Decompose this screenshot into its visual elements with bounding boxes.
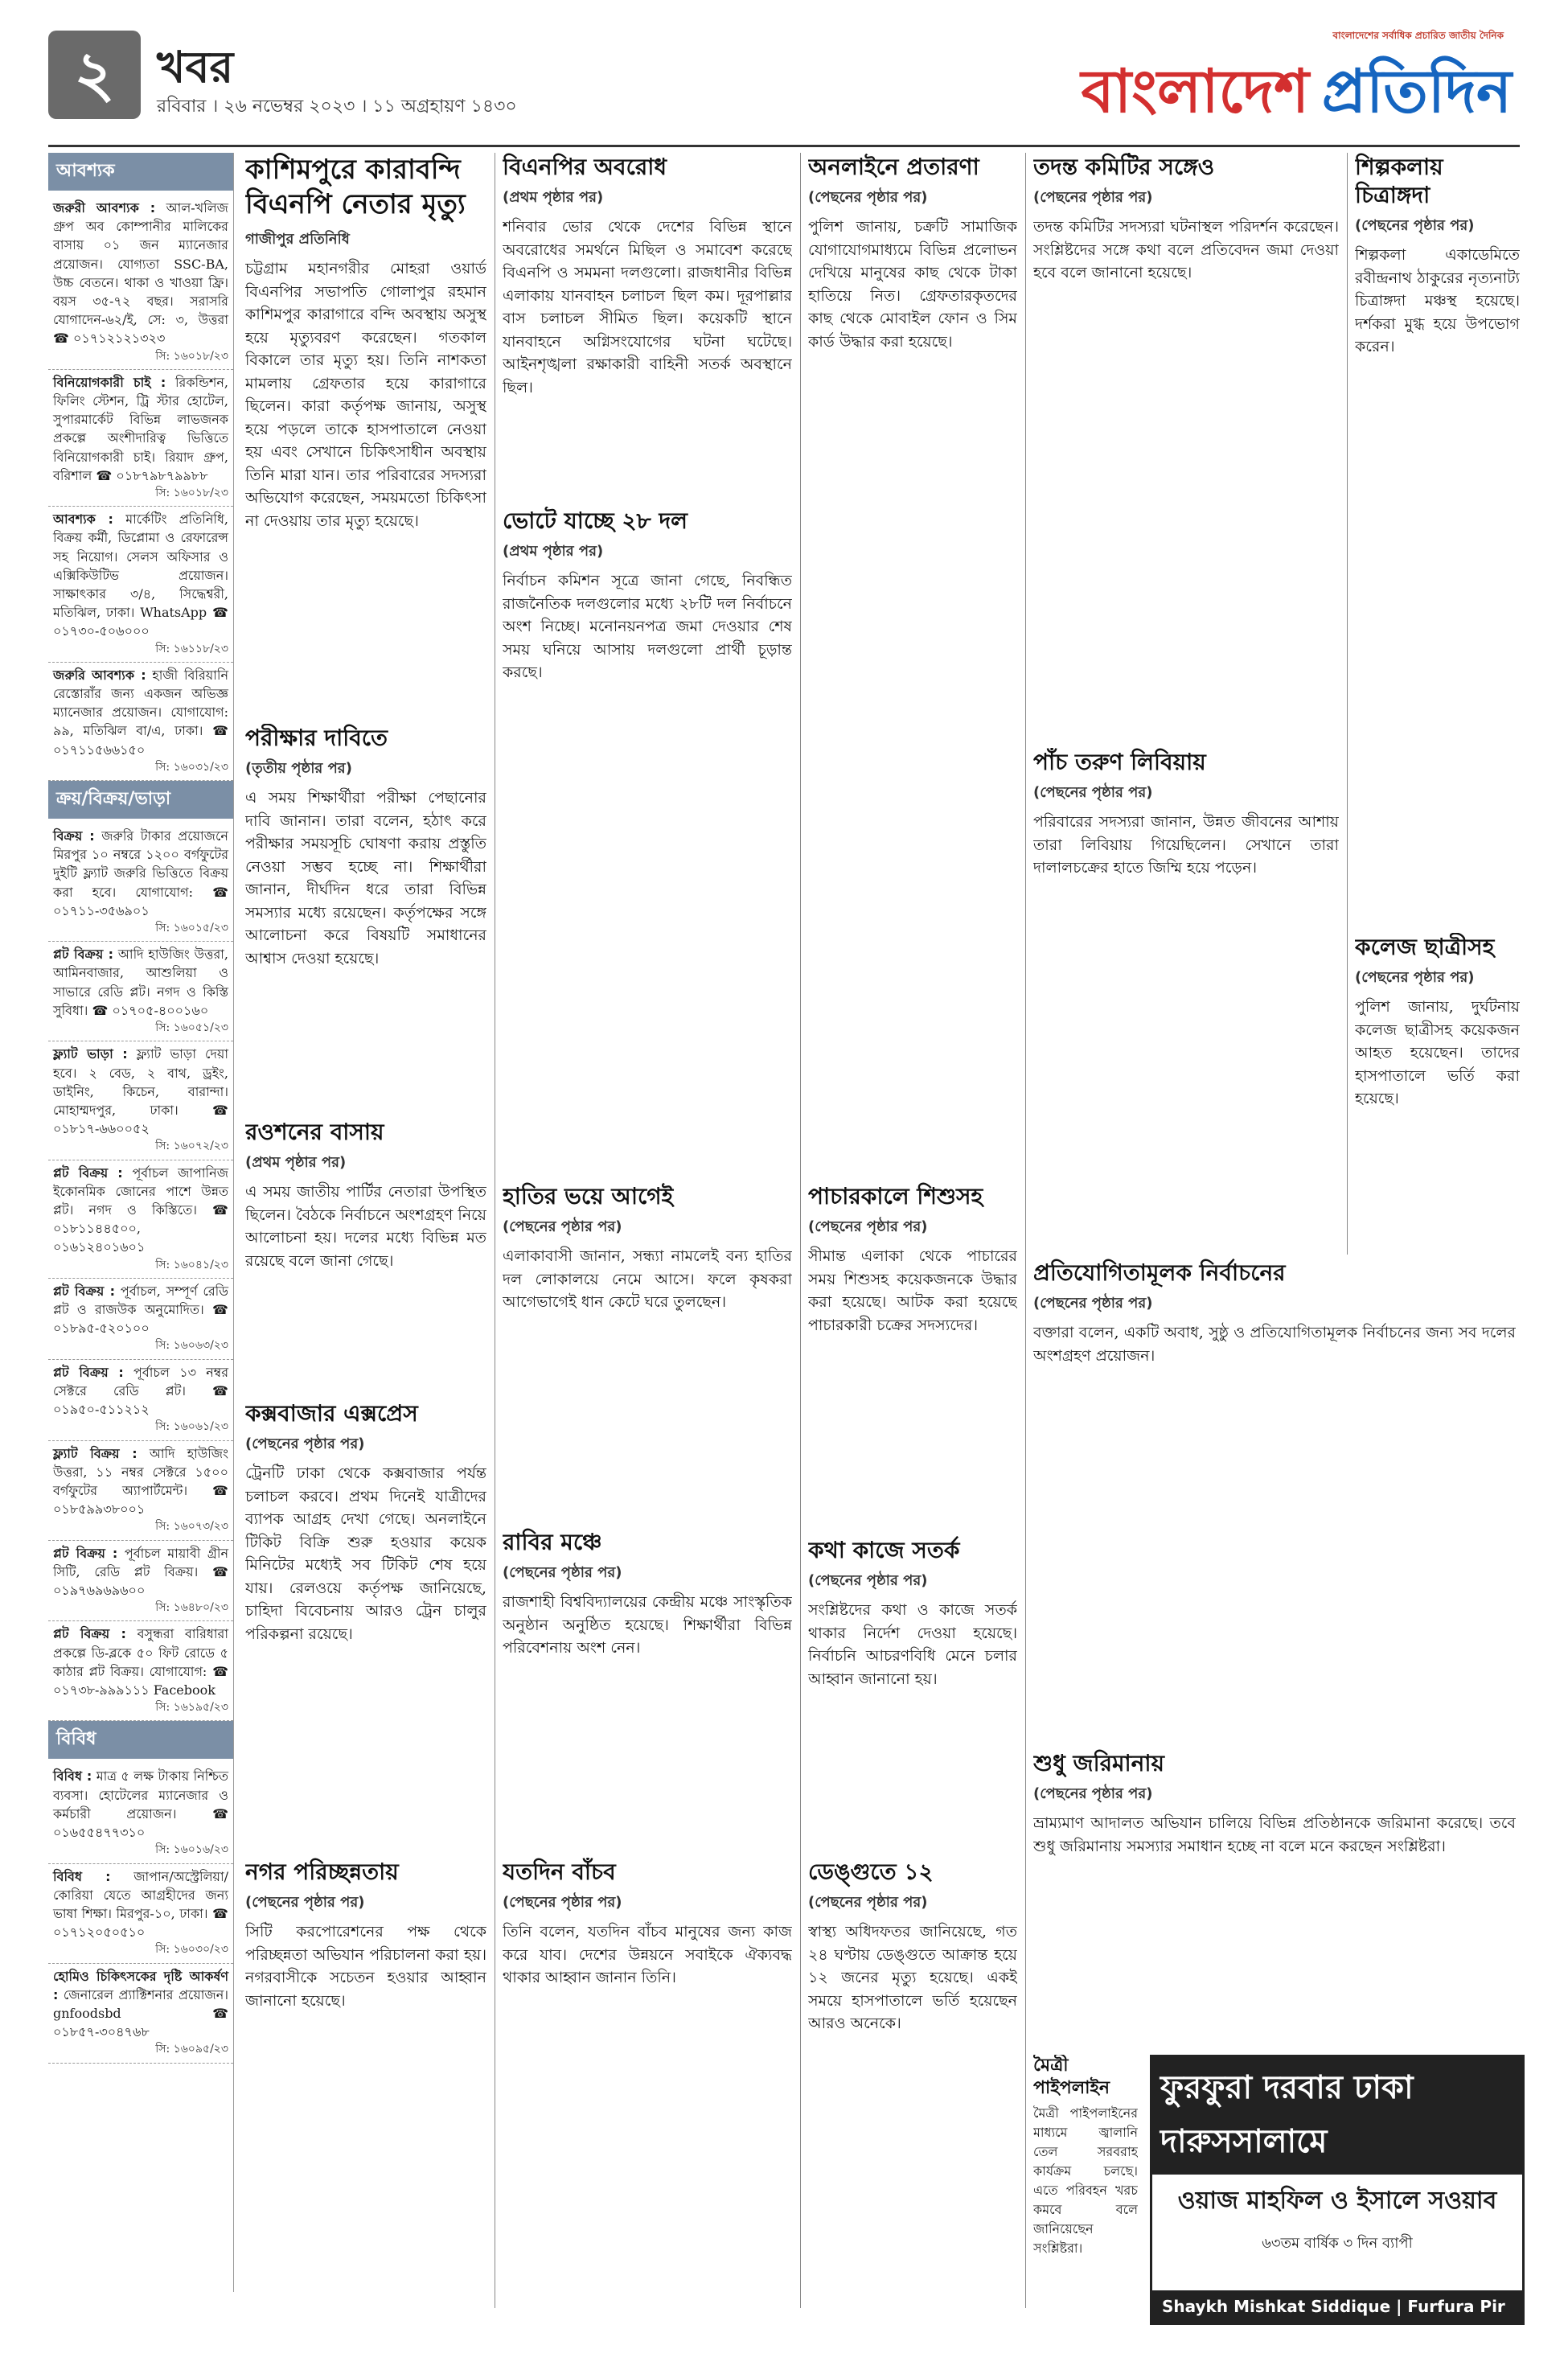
headline[interactable]: শিল্পকলায় চিত্রাঙ্গদা <box>1355 154 1443 208</box>
classified-label: আবশ্যক : <box>53 511 113 528</box>
classified-ref: সি: ১৬০৪১/২৩ <box>155 1258 228 1271</box>
headline[interactable]: নগর পরিচ্ছন্নতায় <box>245 1859 399 1885</box>
classified-text: পূর্বাচল জাপানিজ ইকোনমিক জোনের পাশে উন্নত প্লট। নগদ ও কিস্তিতে। ☎ ০১৮১১৪৪৫০০, ০১৬১২৪০১৬০১ <box>53 1164 229 1255</box>
story-body: চট্টগ্রাম মহানগরীর মোহরা ওয়ার্ড বিএনপির সভাপতি গোলাপুর রহমান কাশিমপুর কারাগারে বন্দি অবস্থায় অসুস্থ হয়ে মৃত্যুবরণ করেছেন। গতকাল বিকালে তার মৃত্যু হয়। তিনি নাশকতা মামলায় গ্রেফতার হয়ে কারাগারে ছিলেন। কারা কর্তৃপক্ষ জানায়, অসুস্থ হয়ে পড়লে তাকে হাসপাতালে নেওয়া হয় এবং সেখানে চিকিৎসাধীন অবস্থায় তিনি মারা যান। তার পরিবারের সদস্যরা অভিযোগ করেছেন, সময়মতো চিকিৎসা না দেওয়ায় তার মৃত্যু হয়েছে। <box>245 260 486 530</box>
story-block <box>808 1536 1017 1850</box>
headline[interactable]: হাতির ভয়ে আগেই <box>503 1183 674 1210</box>
story-body: নির্বাচন কমিশন সূত্রে জানা গেছে, নিবন্ধিত রাজনৈতিক দলগুলোর মধ্যে ২৮টি দল নির্বাচনে অংশ নিচ্ছে। মনোনয়নপত্র জমা দেওয়ার শেষ সময় ঘনিয়ে আসায় দলগুলো প্রার্থী চূড়ান্ত করছে। <box>503 572 792 681</box>
column-divider <box>1025 153 1026 2308</box>
headline[interactable]: ডেঙ্গুতে ১২ <box>808 1859 934 1885</box>
byline: (পেছনের পৃষ্ঠার পর) <box>503 1218 622 1235</box>
byline: (পেছনের পৃষ্ঠার পর) <box>808 1218 928 1235</box>
story-body: এ সময় জাতীয় পার্টির নেতারা উপস্থিত ছিলেন। বৈঠকে নির্বাচনে অংশগ্রহণ নিয়ে আলোচনা হয়। দলের মধ্যে বিভিন্ন মত রয়েছে বলে জানা গেছে। <box>245 1183 486 1270</box>
story-body: তদন্ত কমিটির সদস্যরা ঘটনাস্থল পরিদর্শন করেছেন। সংশ্লিষ্টদের সঙ্গে কথা বলে প্রতিবেদন জমা দেওয়া হবে বলে জানানো হয়েছে। <box>1033 218 1339 281</box>
classified-label: ফ্ল্যাট বিক্রয় : <box>53 1445 138 1461</box>
logo-name-part1: বাংলাদেশ <box>1081 57 1309 126</box>
classified-text: বসুন্ধরা বারিধারা প্রকল্পে ডি-ব্লকে ৫০ ফিট রোডে ৫ কাঠার প্লট বিক্রয়। যোগাযোগ: ☎ ০১৭৩৮-৯৯৯১১১ Facebook <box>53 1626 228 1698</box>
classified-label: প্লট বিক্রয় : <box>53 1364 124 1380</box>
byline: (পেছনের পৃষ্ঠার পর) <box>1033 1785 1153 1802</box>
story-block <box>1355 933 1520 1287</box>
byline: (পেছনের পৃষ্ঠার পর) <box>1355 969 1475 986</box>
classified-ad <box>48 1964 233 2064</box>
story-block <box>1033 1749 1516 2047</box>
classified-text: আদি হাউজিং উত্তরা, ১১ নম্বর সেক্টরে ১৫০০ বর্গফুটের অ্যাপার্টমেন্ট। ☎ ০১৮৫৯৯৩৮০০১ <box>53 1445 228 1518</box>
byline: (পেছনের পৃষ্ঠার পর) <box>503 1894 622 1911</box>
classified-text: রিকন্ডিশন, ফিলিং স্টেশন, ট্রি স্টার হোটেল, সুপারমার্কেট বিভিন্ন লাভজনক প্রকল্পে অংশীদারিত্ব ভিত্তিতে বিনিয়োগকারী চাই। রিয়াদ গ্রুপ, বরিশাল ☎ ০১৮৭৯৮৭৯৯৮৮ <box>53 374 228 483</box>
classified-ref: সি: ১৬০৬৩/২৩ <box>155 1339 228 1353</box>
classified-ad <box>48 370 233 507</box>
masthead <box>48 24 1520 147</box>
classified-ad <box>48 824 233 942</box>
byline: (পেছনের পৃষ্ঠার পর) <box>808 189 928 206</box>
classified-ad <box>48 1541 233 1622</box>
story-block <box>808 1182 1017 1528</box>
classified-column <box>48 153 234 2292</box>
story-body: শিল্পকলা একাডেমিতে রবীন্দ্রনাথ ঠাকুরের নৃত্যনাট্য চিত্রাঙ্গদা মঞ্চস্থ হয়েছে। দর্শকরা মুগ্ধ হয়ে উপভোগ করেন। <box>1355 246 1520 355</box>
headline[interactable]: প্রতিযোগিতামূলক নির্বাচনের <box>1033 1259 1286 1286</box>
headline[interactable]: যতদিন বাঁচব <box>503 1859 616 1885</box>
story-body: ভ্রাম্যমাণ আদালত অভিযান চালিয়ে বিভিন্ন প্রতিষ্ঠানকে জরিমানা করেছে। তবে শুধু জরিমানায় সমস্যার সমাধান হচ্ছে না বলে মনে করছেন সংশ্লিষ্টরা। <box>1033 1814 1516 1855</box>
story-block <box>503 1858 792 2308</box>
page-number: ২ <box>48 31 141 119</box>
section-name: খবর <box>157 42 234 92</box>
story-block <box>1355 153 1520 925</box>
classified-ref: সি: ১৬০১৫/২৩ <box>155 922 228 934</box>
classified-label: বিবিধ : <box>53 1868 111 1884</box>
story-body: পুলিশ জানায়, চক্রটি সামাজিক যোগাযোগমাধ্যমে বিভিন্ন প্রলোভন দেখিয়ে মানুষের কাছ থেকে টাকা হাতিয়ে নিত। গ্রেফতারকৃতদের কাছ থেকে মোবাইল ফোন ও সিম কার্ড উদ্ধার করা হয়েছে। <box>808 218 1017 351</box>
headline[interactable]: রাবির মঞ্চে <box>503 1529 602 1555</box>
classified-label: বিক্রয় : <box>53 828 95 844</box>
classified-text: জরুরি টাকার প্রয়োজনে মিরপুর ১০ নম্বরে ১২০০ বর্গফুটের দুইটি ফ্ল্যাট জরুরি ভিত্তিতে বিক্রয় করা হবে। যোগাযোগ: ☎ ০১৭১১-৩৫৬৯০১ <box>53 828 228 918</box>
classified-section-title: আবশ্যক <box>48 153 233 191</box>
story-block <box>808 1858 1017 2308</box>
classified-ref: সি: ১৬৪৮০/২৩ <box>155 1601 228 1615</box>
headline[interactable]: কাশিমপুরে কারাবন্দি বিএনপি নেতার মৃত্যু <box>245 154 466 220</box>
story-body: রাজশাহী বিশ্ববিদ্যালয়ের কেন্দ্রীয় মঞ্চে সাংস্কৃতিক অনুষ্ঠান অনুষ্ঠিত হয়েছে। শিক্ষার্থীরা বিভিন্ন পরিবেশনায় অংশ নেন। <box>503 1593 792 1657</box>
story-block <box>245 153 486 708</box>
classified-ref: সি: ১৬০১৮/২৩ <box>155 486 228 499</box>
classified-text: পূর্বাচল মায়াবী গ্রীন সিটি, রেডি প্লট বিক্রয়। ☎ ০১৯৭৬৯৬৯৬০০ <box>53 1545 228 1598</box>
headline[interactable]: পাচারকালে শিশুসহ <box>808 1183 983 1210</box>
byline: (পেছনের পৃষ্ঠার পর) <box>245 1435 365 1452</box>
classified-text: পূর্বাচল ১৩ নম্বর সেক্টরে রেডি প্লট। ☎ ০১৯৫০-৫১১২১২ <box>53 1364 228 1418</box>
classified-label: প্লট বিক্রয় : <box>53 1545 118 1561</box>
column-divider <box>800 153 801 2308</box>
classified-label: প্লট বিক্রয় : <box>53 1626 126 1642</box>
classified-label: প্লট বিক্রয় : <box>53 1283 115 1299</box>
ad-footer: Shaykh Mishkat Siddique | Furfura Pir <box>1152 2290 1522 2323</box>
story-block <box>1033 2055 1138 2320</box>
headline[interactable]: বিএনপির অবরোধ <box>503 154 667 180</box>
classified-section-title: ক্রয়/বিক্রয়/ভাড়া <box>48 781 233 819</box>
ad-details: ৬৩তম বার্ষিক ৩ দিন ব্যাপী <box>1262 2235 1413 2252</box>
story-block <box>245 1858 486 2308</box>
byline: (প্রথম পৃষ্ঠার পর) <box>245 1154 347 1171</box>
classified-label: প্লট বিক্রয় : <box>53 947 114 963</box>
logo-name-part2: প্রতিদিন <box>1321 57 1512 126</box>
classified-text: ফ্ল্যাট ভাড়া দেয়া হবে। ২ বেড, ২ বাথ, ড্রইং, ডাইনিং, কিচেন, বারান্দা। মোহাম্মদপুর, ঢাকা। ☎ ০১৮১৭-৬৬০০৫২ <box>53 1046 228 1137</box>
ad-subtitle: ওয়াজ মাহফিল ও ইসালে সওয়াব <box>1177 2187 1497 2215</box>
classified-ad <box>48 942 233 1041</box>
classified-ref: সি: ১৬১৯৫/২৩ <box>155 1701 228 1715</box>
classified-ref: সি: ১৬০৭৩/২৩ <box>155 1520 228 1534</box>
byline: (পেছনের পৃষ্ঠার পর) <box>1033 189 1153 206</box>
classified-ad <box>48 1360 233 1441</box>
headline[interactable]: তদন্ত কমিটির সঙ্গেও <box>1033 154 1215 180</box>
story-body: স্বাস্থ্য অধিদফতর জানিয়েছে, গত ২৪ ঘণ্টায় ডেঙ্গুতে আক্রান্ত হয়ে ১২ জনের মৃত্যু হয়েছে। একই সময়ে হাসপাতালে ভর্তি হয়েছেন আরও অনেকে। <box>808 1923 1017 2032</box>
story-body: এ সময় শিক্ষার্থীরা পরীক্ষা পেছানোর দাবি জানান। তারা বলেন, হঠাৎ করে পরীক্ষার সময়সূচি ঘোষণা করায় প্রস্তুতি নেওয়া সম্ভব হচ্ছে না। শিক্ষার্থীরা জানান, দীর্ঘদিন ধরে তারা বিভিন্ন সমস্যার মধ্যে রয়েছেন। কর্তৃপক্ষের সঙ্গে আলোচনা করে বিষয়টি সমাধানের আশ্বাস দেওয়া হয়েছে। <box>245 789 486 967</box>
story-block <box>808 153 1017 1174</box>
headline[interactable]: কক্সবাজার এক্সপ্রেস <box>245 1400 418 1427</box>
classified-ref: সি: ১৬০৫১/২৩ <box>155 1021 228 1035</box>
byline: (প্রথম পৃষ্ঠার পর) <box>503 189 604 206</box>
classified-ad <box>48 1041 233 1160</box>
headline[interactable]: কথা কাজে সতর্ক <box>808 1537 960 1563</box>
headline[interactable]: ভোটে যাচ্ছে ২৮ দল <box>503 507 688 534</box>
logo-tagline: বাংলাদেশের সর্বাধিক প্রচারিত জাতীয় দৈনিক <box>1332 30 1504 41</box>
dateline: রবিবার । ২৬ নভেম্বর ২০২৩ । ১১ অগ্রহায়ণ ১৪৩০ <box>157 97 517 117</box>
headline[interactable]: মৈত্রী পাইপলাইন <box>1033 2056 1110 2098</box>
classified-ad <box>48 1441 233 1541</box>
story-block <box>245 1399 486 1842</box>
story-body: সিটি করপোরেশনের পক্ষ থেকে পরিচ্ছন্নতা অভিযান পরিচালনা করা হয়। নগরবাসীকে সচেতন হওয়ার আহ্বান জানানো হয়েছে। <box>245 1923 486 2010</box>
classified-text: হাজী বিরিয়ানি রেস্তোরাঁর জন্য একজন অভিজ্ঞ ম্যানেজার প্রয়োজন। যোগাযোগ: ৯৯, মতিঝিল বা/এ, ঢাকা। ☎ ০১৭১১৫৬৬১৫০ <box>53 667 228 758</box>
classified-ref: সি: ১৬০১৬/২৩ <box>155 1843 228 1857</box>
headline[interactable]: শুধু জরিমানায় <box>1033 1750 1165 1776</box>
story-block <box>503 1182 792 1512</box>
classified-ref: সি: ১৬০৭২/২৩ <box>155 1140 228 1153</box>
story-body: পুলিশ জানায়, দুর্ঘটনায় কলেজ ছাত্রীসহ কয়েকজন আহত হয়েছেন। তাদের হাসপাতালে ভর্তি করা হয়েছে। <box>1355 998 1520 1107</box>
headline[interactable]: অনলাইনে প্রতারণা <box>808 154 979 180</box>
story-body: সংশ্লিষ্টদের কথা ও কাজে সতর্ক থাকার নির্দেশ দেওয়া হয়েছে। নির্বাচনি আচরণবিধি মেনে চলার আহ্বান জানানো হয়। <box>808 1601 1017 1688</box>
classified-label: বিনিয়োগকারী চাই : <box>53 374 166 390</box>
classified-text: মার্কেটিং প্রতিনিধি, বিক্রয় কর্মী, ডিপ্লোমা ও রেফারেন্স সহ নিয়োগ। সেলস অফিসার ও এক্সিকিউটিভ প্রয়োজন। সাক্ষাৎকার ৩/৪, সিদ্ধেশ্বরী, মতিঝিল, ঢাকা। WhatsApp ☎ ০১৭৩০-৫০৬০০০ <box>53 511 229 639</box>
classified-ref: সি: ১৬০৩১/২৩ <box>155 760 228 774</box>
classified-text: আল-খলিজ গ্রুপ অব কোম্পানীর মালিকের বাসায় ০১ জন ম্যানেজার প্রয়োজন। যোগ্যতা SSC-BA, উচ্চ বেতনে। থাকা ও খাওয়া ফ্রি। বয়স ৩৫-৭২ বছর। সরাসরি যোগাদেন-৬২/ই, সে: ৩, উত্তরা ☎ ০১৭১২১২১৩২৩ <box>53 200 228 347</box>
story-block <box>1033 1259 1516 1741</box>
classified-label: জরুরী আবশ্যক : <box>53 200 156 216</box>
classified-label: ফ্ল্যাট ভাড়া : <box>53 1046 128 1062</box>
headline[interactable]: পরীক্ষার দাবিতে <box>245 725 388 751</box>
story-body: এলাকাবাসী জানান, সন্ধ্যা নামলেই বন্য হাতির দল লোকালয়ে নেমে আসে। ফলে কৃষকরা আগেভাগেই ধান কেটে ঘরে তুলছেন। <box>503 1247 792 1311</box>
story-block <box>245 724 486 1102</box>
classified-label: প্লট বিক্রয় : <box>53 1164 123 1181</box>
story-block <box>503 153 792 491</box>
byline: (পেছনের পৃষ্ঠার পর) <box>808 1894 928 1911</box>
headline[interactable]: পাঁচ তরুণ লিবিয়ায় <box>1033 749 1206 775</box>
classified-ad <box>48 195 233 370</box>
byline: (পেছনের পৃষ্ঠার পর) <box>1033 784 1153 801</box>
classified-text: পূর্বাচল, সম্পূর্ণ রেডি প্লট ও রাজউক অনুমোদিত। ☎ ০১৮৯৫-৫২০১০০ <box>53 1283 228 1337</box>
classified-text: জেনারেল প্র্যাক্টিশনার প্রয়োজন। gnfoodsbd ☎ ০১৮৫৭-৩০৪৭৬৮ <box>53 1986 228 2040</box>
story-block <box>1033 153 1339 740</box>
classified-label: হোমিও চিকিৎসকের দৃষ্টি আকর্ষণ : <box>53 1968 228 2002</box>
classified-ad <box>48 1621 233 1721</box>
ad-title: ফুরফুরা দরবার ঢাকা দারুসসালামে <box>1152 2057 1522 2175</box>
classified-ad <box>48 1764 233 1863</box>
byline: (পেছনের পৃষ্ঠার পর) <box>1355 217 1475 234</box>
column-divider <box>1347 153 1348 1255</box>
classified-ad <box>48 1279 233 1360</box>
classified-ref: সি: ১৬১১৮/২৩ <box>155 642 228 655</box>
byline: গাজীপুর প্রতিনিধি <box>245 231 350 248</box>
classified-ref: সি: ১৬০১৮/২৩ <box>155 349 228 363</box>
story-body: মৈত্রী পাইপলাইনের মাধ্যমে জ্বালানি তেল সরবরাহ কার্যক্রম চলছে। এতে পরিবহন খরচ কমবে বলে জানিয়েছেন সংশ্লিষ্টরা। <box>1033 2105 1138 2256</box>
classified-text: মাত্র ৫ লক্ষ টাকায় নিশ্চিত ব্যবসা। হোটেলের ম্যানেজার ও কর্মচারী প্রয়োজন। ☎ ০১৬৫৫৪৭৭৩১০ <box>53 1768 228 1841</box>
story-body: তিনি বলেন, যতদিন বাঁচব মানুষের জন্য কাজ করে যাব। দেশের উন্নয়নে সবাইকে ঐক্যবদ্ধ থাকার আহ্বান জানান তিনি। <box>503 1923 792 1986</box>
story-body: পরিবারের সদস্যরা জানান, উন্নত জীবনের আশায় তারা লিবিয়ায় গিয়েছিলেন। সেখানে তারা দালালচক্রের হাতে জিম্মি হয়ে পড়েন। <box>1033 813 1339 877</box>
classified-text: আদি হাউজিং উত্তরা, আমিনবাজার, আশুলিয়া ও সাভারে রেডি প্লট। নগদ ও কিস্তি সুবিধা। ☎ ০১৭০৫-৪০০১৬০ <box>53 947 229 1018</box>
classified-ad <box>48 1864 233 1964</box>
classified-ad <box>48 1160 233 1279</box>
classified-label: জরুরি আবশ্যক : <box>53 667 146 683</box>
story-body: বক্তারা বলেন, একটি অবাধ, সুষ্ঠু ও প্রতিযোগিতামূলক নির্বাচনের জন্য সব দলের অংশগ্রহণ প্রয়োজন। <box>1033 1324 1516 1365</box>
logo[interactable] <box>1069 24 1520 137</box>
classified-label: বিবিধ : <box>53 1768 92 1785</box>
story-block <box>1033 748 1339 1247</box>
classified-ad <box>48 663 233 781</box>
byline: (পেছনের পৃষ্ঠার পর) <box>1033 1295 1153 1312</box>
story-body: শনিবার ভোর থেকে দেশের বিভিন্ন স্থানে অবরোধের সমর্থনে মিছিল ও সমাবেশ করেছে বিএনপি ও সমমনা দলগুলো। রাজধানীর বিভিন্ন এলাকায় যানবাহন চলাচল ছিল কম। দূরপাল্লার বাস চলাচল সীমিত ছিল। কয়েকটি স্থানে যানবাহনে অগ্নিসংযোগের ঘটনা ঘটেছে। আইনশৃঙ্খলা রক্ষাকারী বাহিনী সতর্ক অবস্থানে ছিল। <box>503 218 792 396</box>
story-block <box>245 1118 486 1383</box>
classified-ref: সি: ১৬০৬১/২৩ <box>155 1420 228 1434</box>
headline[interactable]: কলেজ ছাত্রীসহ <box>1355 934 1495 960</box>
byline: (পেছনের পৃষ্ঠার পর) <box>808 1572 928 1589</box>
classified-section-title: বিবিধ <box>48 1721 233 1759</box>
story-body: ট্রেনটি ঢাকা থেকে কক্সবাজার পর্যন্ত চলাচল করবে। প্রথম দিনেই যাত্রীদের ব্যাপক আগ্রহ দেখা গেছে। অনলাইনে টিকিট বিক্রি শুরু হওয়ার কয়েক মিনিটের মধ্যেই সব টিকিট শেষ হয়ে যায়। রেলওয়ে কর্তৃপক্ষ জানিয়েছে, চাহিদা বিবেচনায় আরও ট্রেন চালুর পরিকল্পনা রয়েছে। <box>245 1464 486 1643</box>
story-body: সীমান্ত এলাকা থেকে পাচারের সময় শিশুসহ কয়েকজনকে উদ্ধার করা হয়েছে। আটক করা হয়েছে পাচারকারী চক্রের সদস্যদের। <box>808 1247 1017 1334</box>
classified-text: জাপান/অস্ট্রেলিয়া/কোরিয়া যেতে আগ্রহীদের জন্য ভাষা শিক্ষা। মিরপুর-১০, ঢাকা। ☎ ০১৭১২০৫০৫১০ <box>53 1868 228 1941</box>
story-block <box>503 507 792 1174</box>
byline: (পেছনের পৃষ্ঠার পর) <box>503 1564 622 1581</box>
classified-ref: সি: ১৬০৯৫/২৩ <box>155 2043 228 2056</box>
byline: (প্রথম পৃষ্ঠার পর) <box>503 543 604 560</box>
byline: (তৃতীয় পৃষ্ঠার পর) <box>245 760 352 777</box>
classified-ref: সি: ১৬০৩০/২৩ <box>155 1943 228 1957</box>
byline: (পেছনের পৃষ্ঠার পর) <box>245 1894 365 1911</box>
advertisement[interactable] <box>1150 2055 1525 2325</box>
headline[interactable]: রওশনের বাসায় <box>245 1119 384 1145</box>
classified-ad <box>48 507 233 663</box>
story-block <box>503 1528 792 1850</box>
